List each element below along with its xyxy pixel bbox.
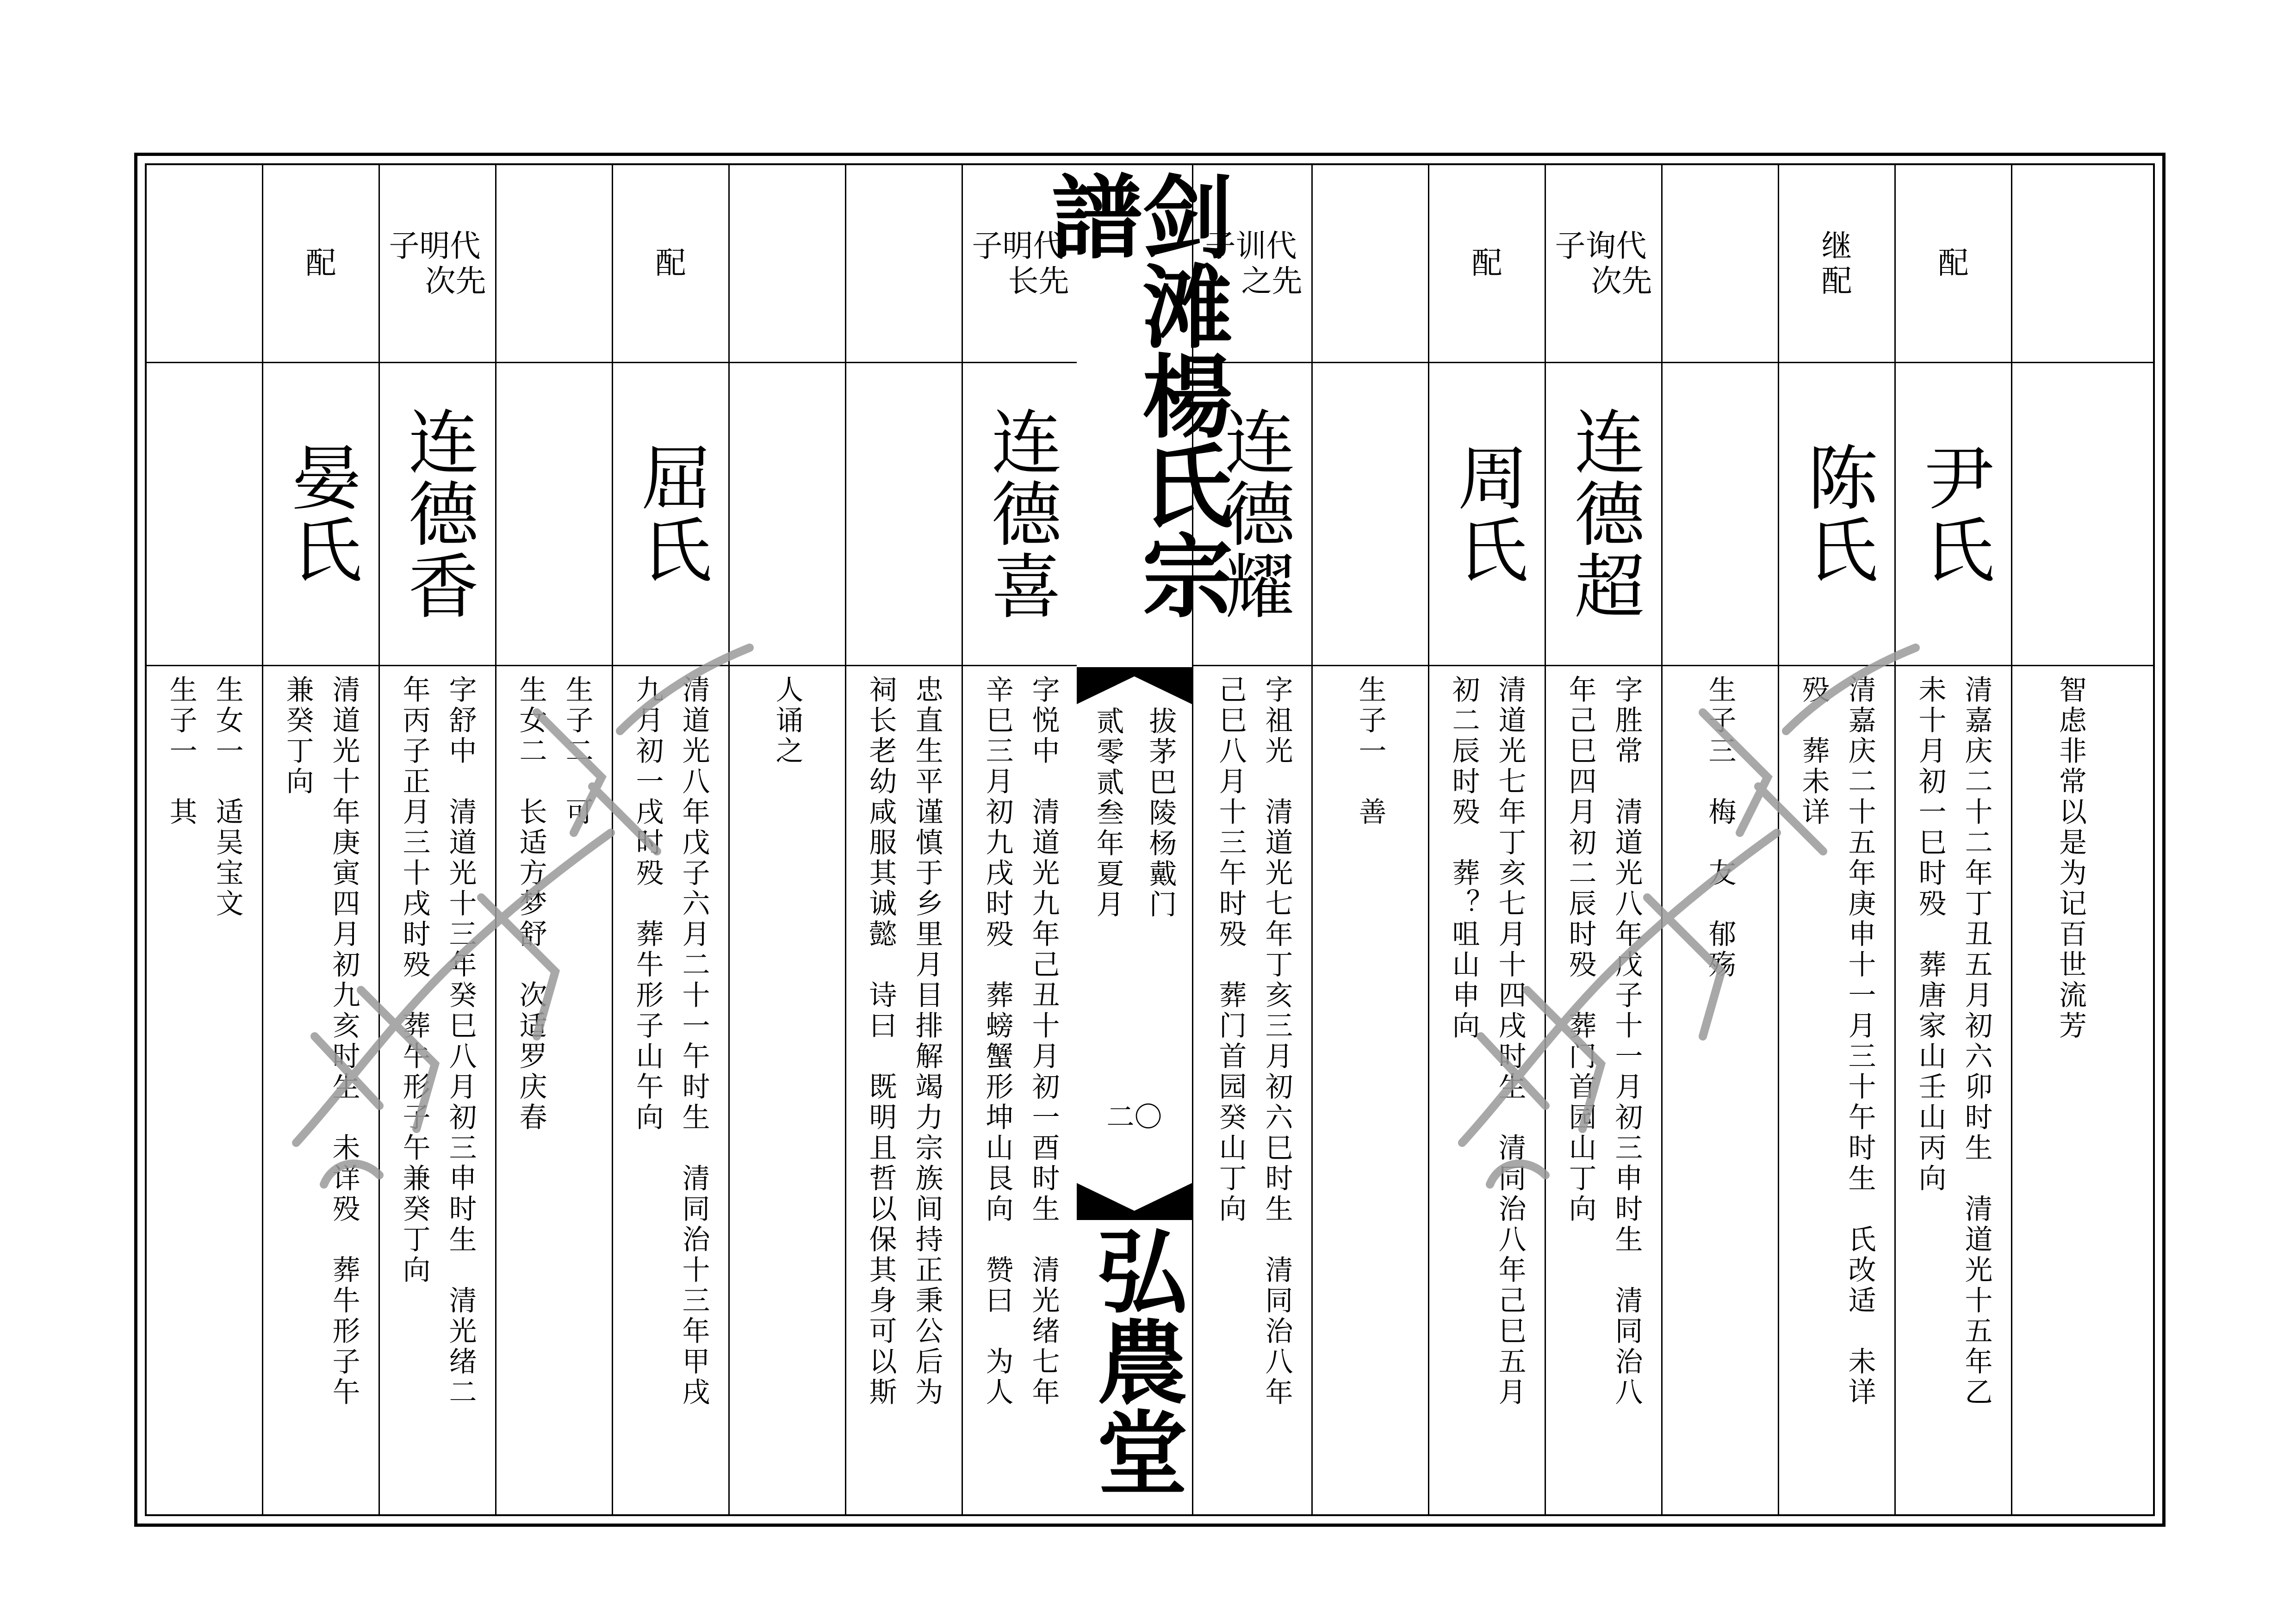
- person-name: 晏氏: [280, 441, 362, 586]
- biography-line: 字胜常 清道光八年戊子十一月初三申时生 清同治八: [1610, 675, 1643, 1408]
- hall-name: 弘農堂: [1081, 1225, 1187, 1497]
- biography-line: 祠长老幼咸服其诚懿 诗曰 既明且哲以保其身可以斯: [864, 675, 897, 1408]
- role-line: 子训代: [1205, 228, 1297, 264]
- person-name-cell: [1429, 362, 1545, 665]
- genealogy-page-frame: [134, 153, 2166, 1527]
- role-line: 之先: [1241, 263, 1303, 299]
- biography-line: 智虑非常以是为记百世流芳: [2054, 675, 2087, 1041]
- kinship-role: [1313, 165, 1428, 362]
- kinship-role: [1546, 165, 1661, 362]
- person-name-cell: [1313, 362, 1428, 665]
- spine-hall-name: [1077, 1225, 1192, 1514]
- biography-line: 未十月初一巳时殁 葬唐家山壬山丙向: [1914, 675, 1947, 1194]
- role-line: 配: [1471, 245, 1502, 281]
- person-name: 连德香: [397, 405, 479, 622]
- genealogy-column: [2012, 165, 2129, 1514]
- biography-line: 字舒中 清道光十三年癸巳八月初三申时生 清光绪二: [444, 675, 477, 1408]
- genealogy-column: [1896, 165, 2012, 1514]
- biography-cell: [147, 665, 262, 1514]
- genealogy-column: [1313, 165, 1429, 1514]
- biography-line: 忠直生平谨慎于乡里月目排解竭力宗族间持正秉公后为: [911, 675, 943, 1408]
- biography-cell: [1546, 665, 1661, 1514]
- biography-line: 字祖光 清道光七年丁亥三月初六巳时生 清同治八年: [1260, 675, 1293, 1408]
- fish-tail-bottom-mark: [1077, 1183, 1192, 1220]
- biography-line: 殁 葬未详: [1797, 675, 1830, 828]
- kinship-role-text: [1938, 246, 1969, 281]
- biography-cell: [613, 665, 728, 1514]
- person-name: 连德耀: [1213, 405, 1295, 622]
- biography-line: 清道光八年戊子六月二十一午时生 清同治十三年甲戌: [677, 675, 710, 1408]
- biography-line: 清道光七年丁亥七月十四戌时生 清同治八年己巳五月: [1494, 675, 1527, 1408]
- kinship-role: [1779, 165, 1894, 362]
- kinship-role-text: [306, 246, 336, 281]
- genealogy-title: 剑滩楊氏宗譜: [1036, 170, 1233, 619]
- kinship-role: [846, 165, 962, 362]
- role-line: 继: [1821, 228, 1852, 264]
- spine-line: 拔茅巴陵杨戴门: [1144, 706, 1177, 920]
- person-name-cell: [2012, 362, 2129, 665]
- biography-line: 年丙子正月三十戌时殁 葬牛形子午兼癸丁向: [398, 675, 431, 1286]
- kinship-role-text: [1822, 229, 1852, 298]
- page-number: 二〇: [1106, 1101, 1162, 1134]
- biography-line: 生女二 长适方梦舒 次适罗庆春: [515, 675, 547, 1133]
- person-name: 尹氏: [1912, 441, 1995, 586]
- person-name: 周氏: [1446, 441, 1528, 586]
- role-line: 长先: [1008, 263, 1069, 299]
- kinship-role-text: [1555, 229, 1652, 298]
- role-line: 配: [1821, 263, 1852, 299]
- kinship-role: [1663, 165, 1778, 362]
- person-name-cell: [730, 362, 845, 665]
- biography-line: 清嘉庆二十二年丁丑五月初六卯时生 清道光十五年乙: [1960, 675, 1993, 1408]
- person-name-cell: [1663, 362, 1778, 665]
- genealogy-column: [263, 165, 380, 1514]
- biography-cell: [1196, 665, 1311, 1514]
- biography-line: 清道光十年庚寅四月初九亥时生 未详殁 葬牛形子午: [328, 675, 360, 1408]
- person-name-cell: [1546, 362, 1661, 665]
- kinship-role-text: [656, 246, 686, 281]
- biography-line: 生子一 善: [1354, 675, 1387, 828]
- kinship-role: [380, 165, 495, 362]
- spine-line: 贰零贰叁年夏月: [1092, 706, 1124, 920]
- biography-line: 生子一 其: [165, 675, 198, 828]
- role-line: 配: [655, 245, 686, 281]
- biography-cell: [1429, 665, 1545, 1514]
- biography-cell: [730, 665, 845, 1514]
- biography-line: 己巳八月十三午时殁 葬门首园癸山丁向: [1214, 675, 1247, 1225]
- biography-cell: [1896, 665, 2011, 1514]
- biography-line: 人诵之: [771, 675, 804, 767]
- biography-line: 生子三 梅 友 郁殇: [1704, 675, 1737, 980]
- biography-cell: [1663, 665, 1778, 1514]
- person-name-cell: [147, 362, 262, 665]
- biography-cell: [263, 665, 379, 1514]
- biography-cell: [963, 665, 1078, 1514]
- biography-line: 兼癸丁向: [281, 675, 314, 797]
- person-name: 连德超: [1563, 405, 1645, 622]
- genealogy-column: [496, 165, 613, 1514]
- genealogy-column: [730, 165, 846, 1514]
- person-name: 屈氏: [630, 441, 712, 586]
- biography-line: 初二辰时殁 葬？咀山申向: [1447, 675, 1480, 1041]
- person-name-cell: [846, 362, 962, 665]
- biography-line: 生女一 适吴宝文: [211, 675, 244, 919]
- genealogy-column: [846, 165, 963, 1514]
- kinship-role: [613, 165, 728, 362]
- kinship-role-text: [1472, 246, 1502, 281]
- biography-line: 年己巳四月初二辰时殁 葬门首园山丁向: [1564, 675, 1597, 1225]
- biography-line: 九月初一戌时殁 葬牛形子山午向: [631, 675, 664, 1133]
- genealogy-column: [1429, 165, 1546, 1514]
- kinship-role: [1429, 165, 1545, 362]
- person-name-cell: [1896, 362, 2011, 665]
- genealogy-column: [613, 165, 730, 1514]
- kinship-role: [2012, 165, 2129, 362]
- fish-tail-top-mark: [1077, 667, 1192, 704]
- person-name-cell: [1779, 362, 1894, 665]
- role-line: 次先: [425, 263, 486, 299]
- role-line: 次先: [1591, 263, 1652, 299]
- role-line: 子明代: [389, 228, 481, 264]
- biography-cell: [1779, 665, 1894, 1514]
- person-name-cell: [613, 362, 728, 665]
- person-name: 连德喜: [980, 405, 1062, 622]
- biography-line: 生子二 可: [561, 675, 594, 828]
- biography-line: 辛巳三月初九戌时殁 葬螃蟹形坤山艮向 赞曰 为人: [981, 675, 1014, 1408]
- kinship-role-text: [389, 229, 486, 298]
- genealogy-column: [147, 165, 263, 1514]
- role-line: 配: [1938, 245, 1969, 281]
- role-line: 子询代: [1555, 228, 1647, 264]
- kinship-role: [730, 165, 845, 362]
- genealogy-column: [1663, 165, 1779, 1514]
- kinship-role: [496, 165, 612, 362]
- kinship-role: [147, 165, 262, 362]
- biography-cell: [380, 665, 495, 1514]
- role-line: 配: [305, 245, 336, 281]
- kinship-role: [1896, 165, 2011, 362]
- genealogy-column: [380, 165, 496, 1514]
- biography-cell: [496, 665, 612, 1514]
- genealogy-column: [1546, 165, 1663, 1514]
- genealogy-table: [145, 163, 2155, 1516]
- person-name-cell: [496, 362, 612, 665]
- biography-cell: [2012, 665, 2129, 1514]
- person-name: 陈氏: [1796, 441, 1878, 586]
- genealogy-column: [1779, 165, 1896, 1514]
- biography-cell: [846, 665, 962, 1514]
- person-name-cell: [380, 362, 495, 665]
- biography-cell: [1313, 665, 1428, 1514]
- role-line: 子明代: [972, 228, 1064, 264]
- kinship-role: [263, 165, 379, 362]
- person-name-cell: [263, 362, 379, 665]
- biography-line: 清嘉庆二十五年庚申十一月三十午时生 氏改适 未详: [1843, 675, 1876, 1408]
- biography-line: 字悦中 清道光九年己丑十月初一酉时生 清光绪七年: [1027, 675, 1060, 1408]
